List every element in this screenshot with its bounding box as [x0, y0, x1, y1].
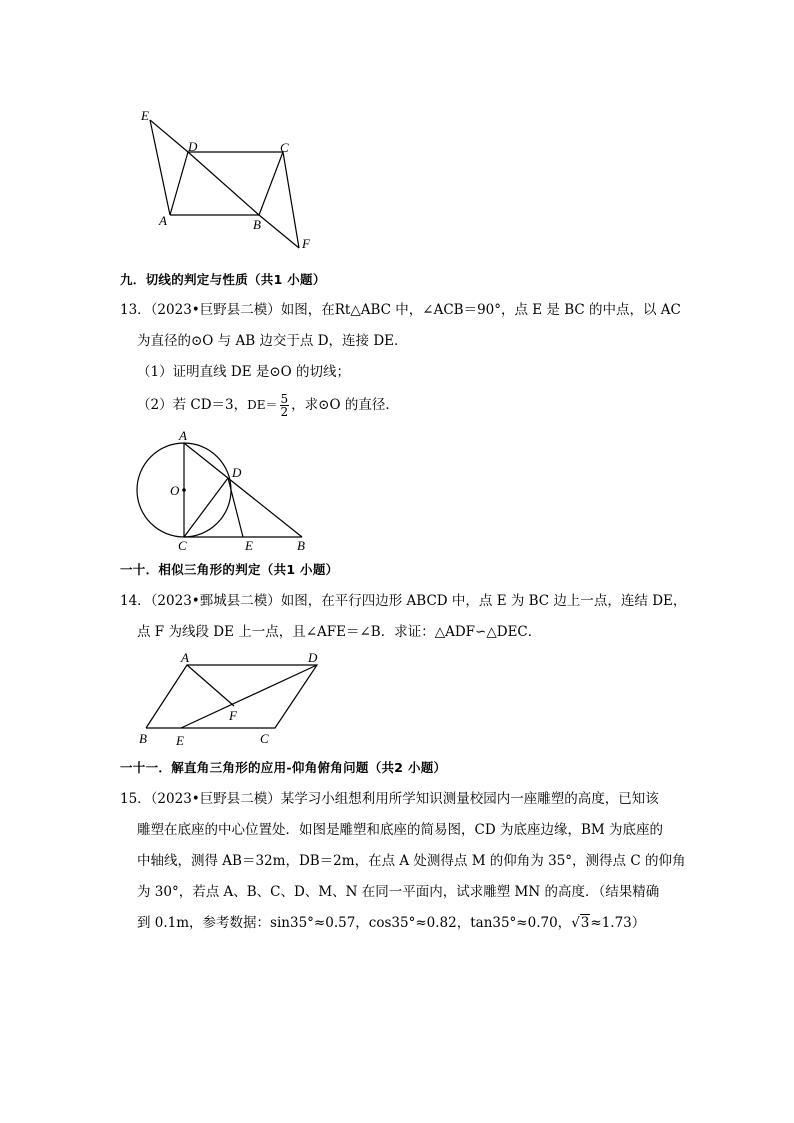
segment-cd — [184, 478, 228, 537]
label-a: A — [181, 650, 189, 665]
q13-line-2: 为直径的⊙O 与 AB 边交于点 D，连接 DE． — [137, 333, 408, 349]
section-heading-9: 九．切线的判定与性质（共1 小题） — [120, 272, 326, 287]
q13-fraction — [280, 393, 290, 418]
figure-circle-tangent — [130, 425, 320, 555]
label-b: B — [297, 538, 305, 553]
q15-line-1: 15．（2023•巨野县二模）某学习小组想利用所学知识测量校园内一座雕塑的高度，已知该 — [120, 791, 659, 807]
label-b: B — [139, 731, 147, 746]
section-heading-10: 一十．相似三角形的判定（共1 小题） — [120, 562, 339, 577]
label-f: F — [229, 708, 237, 723]
q15-line-2: 雕塑在底座的中心位置处．如图是雕塑和底座的简易图，CD 为底座边缘，BM 为底座的 — [137, 822, 663, 838]
sqrt-radicand: 3 — [580, 915, 590, 931]
label-e: E — [141, 108, 149, 123]
q13-line-4-post: ，求⊙O 的直径． — [291, 397, 399, 413]
diagonal-db — [188, 152, 259, 215]
label-e: E — [245, 538, 253, 553]
parallelogram-adcb — [170, 152, 283, 215]
q13-line-4-pre: （2）若 CD＝3， — [137, 397, 248, 413]
label-a: A — [159, 213, 167, 228]
segment-bf — [259, 215, 299, 248]
q13-fraction-denominator: 2 — [280, 405, 289, 419]
q14-line-1: 14．（2023•鄄城县二模）如图，在平行四边形 ABCD 中，点 E 为 BC 边上一点，连结 DE， — [120, 593, 687, 609]
label-c: C — [178, 538, 187, 553]
label-b: B — [253, 217, 261, 232]
label-f: F — [302, 236, 310, 251]
q13-de-label: DE＝ — [247, 398, 278, 412]
segment-cf — [283, 152, 299, 248]
q15-line-5-pre: 到 0.1m，参考数据：sin35°≈0.57，cos35°≈0.82，tan35°≈0.70， — [137, 915, 572, 931]
q13-fraction-numerator: 5 — [280, 392, 289, 406]
q14-line-2: 点 F 为线段 DE 上一点，且∠AFE＝∠B．求证：△ADF∽△DEC． — [137, 624, 542, 640]
q13-line-4 — [137, 393, 399, 418]
label-e: E — [176, 733, 184, 748]
label-o: O — [170, 483, 180, 498]
q15-line-5 — [137, 913, 645, 933]
segment-de — [228, 478, 243, 537]
label-d: D — [232, 465, 242, 480]
label-a: A — [179, 428, 187, 443]
q13-line-1: 13．（2023•巨野县二模）如图，在Rt△ABC 中，∠ACB＝90°，点 E 是 BC 的中点，以 AC — [120, 302, 681, 318]
label-d: D — [188, 139, 198, 154]
figure-parallelogram-abcd — [130, 648, 340, 748]
label-c: C — [260, 731, 269, 746]
q15-line-5-post: ≈1.73） — [590, 915, 646, 931]
q15-line-4: 为 30°，若点 A、B、C、D、M、N 在同一平面内，试求雕塑 MN 的高度．（结果精确 — [137, 884, 660, 900]
label-c: C — [280, 140, 289, 155]
section-heading-11: 一十一．解直角三角形的应用-仰角俯角问题（共2 小题） — [120, 760, 447, 775]
segment-af — [187, 665, 234, 706]
q15-line-3: 中轴线，测得 AB＝32m，DB＝2m，在点 A 处测得点 M 的仰角为 35°，测得点 C 的仰角 — [137, 853, 686, 869]
center-point-o — [182, 488, 186, 492]
label-d: D — [308, 650, 318, 665]
segment-ab — [184, 443, 302, 537]
figure-parallelogram-ef — [130, 100, 330, 260]
q13-line-3: （1）证明直线 DE 是⊙O 的切线； — [137, 364, 351, 380]
sqrt-symbol: √3 — [571, 915, 590, 931]
